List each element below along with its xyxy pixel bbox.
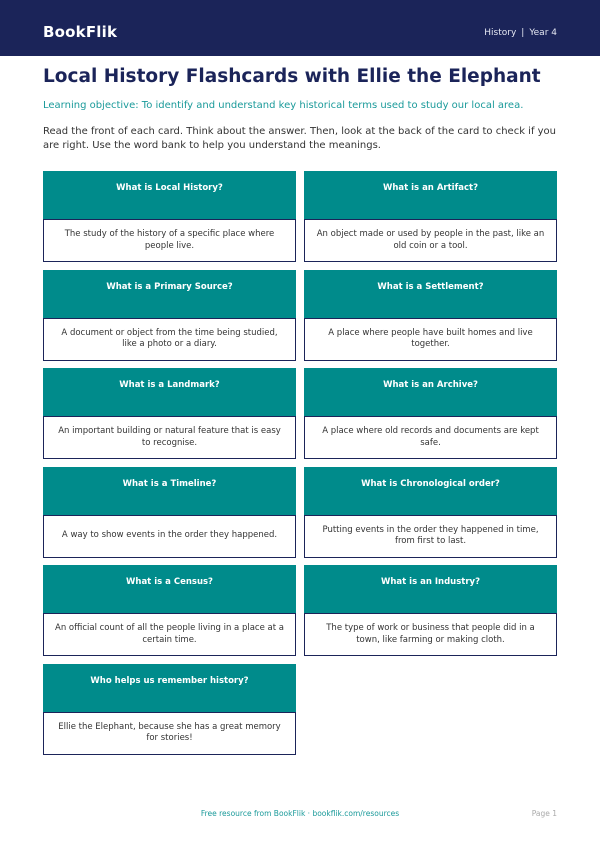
header-separator: | bbox=[521, 28, 525, 38]
flashcard[interactable] bbox=[43, 270, 296, 361]
flashcard-question: What is Chronological order? bbox=[304, 467, 557, 515]
flashcard-question: What is an Archive? bbox=[304, 368, 557, 416]
flashcard-question: What is a Timeline? bbox=[43, 467, 296, 515]
flashcard[interactable] bbox=[43, 565, 296, 656]
year-label: Year 4 bbox=[529, 28, 557, 38]
flashcard-answer: Ellie the Elephant, because she has a great memory for stories! bbox=[43, 712, 296, 755]
flashcard[interactable] bbox=[304, 368, 557, 459]
flashcard-answer: An official count of all the people living in a place at a certain time. bbox=[43, 613, 296, 656]
brand-logo[interactable]: BookFlik bbox=[43, 23, 118, 41]
page-header bbox=[0, 0, 600, 56]
flashcard-answer: The type of work or business that people did in a town, like farming or making cloth. bbox=[304, 613, 557, 656]
flashcard[interactable] bbox=[43, 467, 296, 558]
flashcard-question: What is Local History? bbox=[43, 171, 296, 219]
flashcard[interactable] bbox=[304, 171, 557, 262]
flashcard-question: What is a Settlement? bbox=[304, 270, 557, 318]
flashcard-question: What is an Industry? bbox=[304, 565, 557, 613]
page-number: Page 1 bbox=[531, 809, 557, 818]
flashcard-answer: An important building or natural feature that is easy to recognise. bbox=[43, 416, 296, 459]
flashcard-answer: A document or object from the time being studied, like a photo or a diary. bbox=[43, 318, 296, 361]
flashcard-answer: The study of the history of a specific place where people live. bbox=[43, 219, 296, 262]
flashcard[interactable] bbox=[43, 664, 296, 755]
flashcard-answer: A way to show events in the order they happened. bbox=[43, 515, 296, 558]
flashcard-question: What is a Landmark? bbox=[43, 368, 296, 416]
flashcard-answer: A place where people have built homes and live together. bbox=[304, 318, 557, 361]
flashcard-answer: A place where old records and documents are kept safe. bbox=[304, 416, 557, 459]
flashcard-question: What is a Census? bbox=[43, 565, 296, 613]
flashcard-question: Who helps us remember history? bbox=[43, 664, 296, 712]
page-title: Local History Flashcards with Ellie the Elephant bbox=[43, 66, 541, 87]
learning-objective: Learning objective: To identify and understand key historical terms used to study our local area. bbox=[43, 100, 524, 111]
flashcard-answer: An object made or used by people in the past, like an old coin or a tool. bbox=[304, 219, 557, 262]
header-meta bbox=[484, 26, 557, 40]
subject-label: History bbox=[484, 28, 517, 38]
flashcard-answer: Putting events in the order they happened in time, from first to last. bbox=[304, 515, 557, 558]
instructions: Read the front of each card. Think about the answer. Then, look at the back of the card to check if you are right. Use the word bank to help you understand the meanings. bbox=[43, 126, 557, 151]
flashcard[interactable] bbox=[304, 270, 557, 361]
footer-link[interactable]: Free resource from BookFlik · bookflik.com/resources bbox=[200, 809, 400, 818]
flashcard[interactable] bbox=[304, 565, 557, 656]
flashcard-question: What is a Primary Source? bbox=[43, 270, 296, 318]
flashcard[interactable] bbox=[43, 171, 296, 262]
flashcard[interactable] bbox=[43, 368, 296, 459]
flashcard[interactable] bbox=[304, 467, 557, 558]
flashcard-question: What is an Artifact? bbox=[304, 171, 557, 219]
